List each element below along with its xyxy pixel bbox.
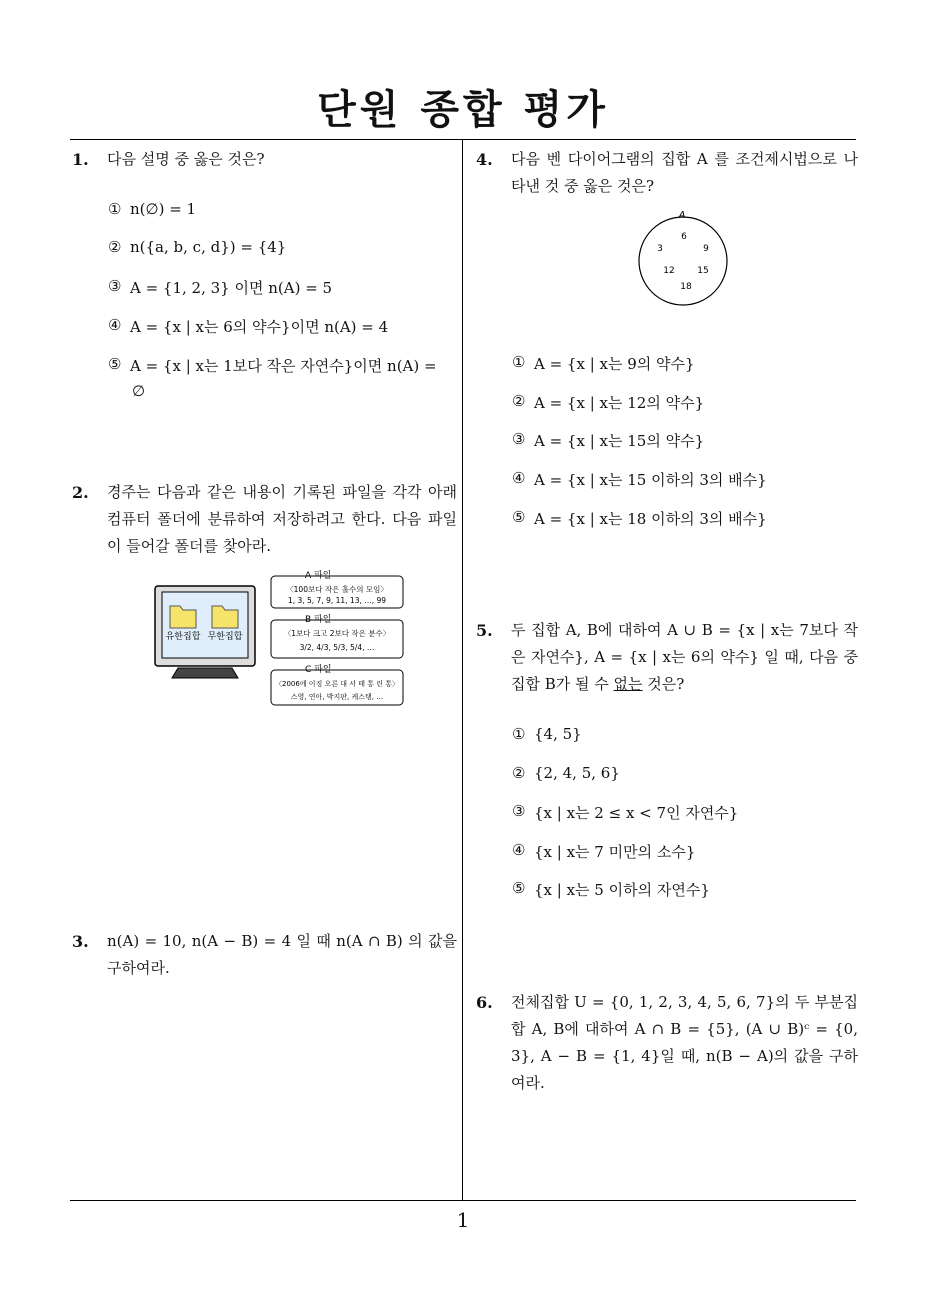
q5-option-3[interactable] bbox=[512, 802, 738, 823]
option-text: A = {x | x는 1보다 작은 자연수}이면 n(A) = bbox=[130, 357, 437, 375]
option-text: {4, 5} bbox=[534, 725, 582, 743]
question-6 bbox=[476, 989, 858, 1097]
option-mark: ④ bbox=[512, 469, 526, 487]
q1-option-3[interactable] bbox=[108, 277, 332, 298]
bottom-rule bbox=[70, 1200, 856, 1201]
file-line: 〈100보다 작은 홀수의 모임〉 bbox=[286, 585, 388, 594]
q4-option-1[interactable] bbox=[512, 353, 695, 374]
option-mark: ④ bbox=[108, 316, 122, 334]
option-mark: ① bbox=[108, 200, 122, 218]
question-number: 5. bbox=[476, 621, 493, 640]
question-number: 1. bbox=[72, 150, 89, 169]
option-text: ∅ bbox=[132, 382, 146, 400]
column-divider bbox=[462, 140, 463, 1201]
option-text: n(∅) = 1 bbox=[130, 200, 197, 218]
question-text: 경주는 다음과 같은 내용이 기록된 파일을 각각 아래 컴퓨터 폴더에 분류하여 저장하려고 한다. 다음 파일이 들어갈 폴더를 찾아라. bbox=[107, 483, 457, 555]
file-c bbox=[271, 663, 403, 705]
q5-option-2[interactable] bbox=[512, 764, 620, 782]
q1-option-2[interactable] bbox=[108, 238, 286, 256]
folder-label-finite: 유한집합 bbox=[165, 632, 201, 642]
venn-element: 12 bbox=[663, 266, 675, 276]
question-text: 다음 벤 다이어그램의 집합 A 를 조건제시법으로 나타낸 것 중 옳은 것은? bbox=[511, 150, 858, 195]
question-number: 6. bbox=[476, 993, 493, 1012]
q5-option-1[interactable] bbox=[512, 725, 582, 743]
option-text: A = {1, 2, 3} 이면 n(A) = 5 bbox=[130, 279, 333, 297]
option-mark: ① bbox=[512, 353, 526, 371]
option-mark: ③ bbox=[108, 277, 122, 295]
question-text: 다음 설명 중 옳은 것은? bbox=[107, 150, 265, 168]
q1-option-4[interactable] bbox=[108, 316, 388, 337]
question-text: n(A) = 10, n(A − B) = 4 일 때 n(A ∩ B) 의 값을 구하여라. bbox=[107, 932, 457, 977]
file-line: 3/2, 4/3, 5/3, 5/4, … bbox=[299, 643, 375, 652]
option-text: A = {x | x는 15 이하의 3의 배수} bbox=[534, 471, 767, 489]
option-text: A = {x | x는 9의 약수} bbox=[534, 355, 695, 373]
option-mark: ② bbox=[108, 238, 122, 256]
question-text-part: 두 집합 A, B에 대하여 A ∪ B = {x | x는 7보다 작은 자연수}, A = {x | x는 6의 약수} 일 때, 다음 중 집합 B가 될 수 bbox=[511, 621, 858, 693]
question-number: 3. bbox=[72, 932, 89, 951]
file-title: A 파일 bbox=[305, 571, 332, 581]
option-mark: ③ bbox=[512, 802, 526, 820]
option-text: {x | x는 5 이하의 자연수} bbox=[534, 881, 710, 899]
page-number: 1 bbox=[456, 1208, 470, 1232]
venn-element: 6 bbox=[681, 232, 687, 242]
question-text-part: 것은? bbox=[642, 675, 685, 693]
option-mark: ⑤ bbox=[108, 355, 122, 373]
file-line: 1, 3, 5, 7, 9, 11, 13, …, 99 bbox=[287, 596, 387, 605]
q5-option-5[interactable] bbox=[512, 879, 710, 900]
q4-option-5[interactable] bbox=[512, 508, 767, 529]
option-text: n({a, b, c, d}) = {4} bbox=[130, 238, 287, 256]
emphasis-underline: 없는 bbox=[613, 675, 643, 693]
venn-element: 18 bbox=[680, 282, 692, 292]
file-line: 스영, 연아, 박지판, 케스탱, … bbox=[290, 693, 384, 701]
option-mark: ③ bbox=[512, 430, 526, 448]
question-1 bbox=[72, 146, 457, 173]
question-text bbox=[511, 617, 858, 698]
option-text: A = {x | x는 12의 약수} bbox=[534, 394, 705, 412]
question-text: 전체집합 U = {0, 1, 2, 3, 4, 5, 6, 7}의 두 부분집합 A, B에 대하여 A ∩ B = {5}, (A ∪ B)ᶜ = {0, 3}, A − B = {1, 4}일 때, n(B − A)의 값을 구하여라. bbox=[511, 993, 858, 1092]
option-text: {x | x는 2 ≤ x < 7인 자연수} bbox=[534, 804, 739, 822]
file-title: C 파일 bbox=[305, 665, 332, 675]
question-3 bbox=[72, 928, 457, 982]
q4-option-4[interactable] bbox=[512, 469, 767, 490]
question-2 bbox=[72, 479, 457, 560]
set-label: A bbox=[678, 210, 686, 221]
option-mark: ⑤ bbox=[512, 508, 526, 526]
q1-option-1[interactable] bbox=[108, 200, 196, 218]
file-a bbox=[271, 570, 403, 608]
q5-option-4[interactable] bbox=[512, 841, 695, 862]
q1-option-5[interactable] bbox=[108, 355, 437, 376]
option-mark: ⑤ bbox=[512, 879, 526, 897]
file-line: 〈2006에 이징 오른 대 서 태 통 린 통〉 bbox=[275, 680, 399, 688]
option-mark: ① bbox=[512, 725, 526, 743]
file-title: B 파일 bbox=[305, 615, 332, 625]
computer-folder-figure bbox=[150, 570, 410, 714]
q1-option-5-continued bbox=[132, 382, 145, 400]
question-number: 4. bbox=[476, 150, 493, 169]
option-text: A = {x | x는 18 이하의 3의 배수} bbox=[534, 510, 767, 528]
option-text: A = {x | x는 6의 약수}이면 n(A) = 4 bbox=[130, 318, 389, 336]
folder-label-infinite: 무한집합 bbox=[207, 632, 243, 642]
page-title: 단원 종합 평가 bbox=[317, 87, 609, 133]
question-4 bbox=[476, 146, 858, 200]
option-text: A = {x | x는 15의 약수} bbox=[534, 432, 705, 450]
option-text: {2, 4, 5, 6} bbox=[534, 764, 620, 782]
venn-element: 15 bbox=[697, 266, 709, 276]
question-number: 2. bbox=[72, 483, 89, 502]
question-5 bbox=[476, 617, 858, 698]
venn-diagram bbox=[634, 205, 734, 314]
file-line: 〈1보다 크고 2보다 작은 분수〉 bbox=[283, 629, 391, 638]
venn-element: 3 bbox=[657, 244, 663, 254]
file-b bbox=[271, 613, 403, 658]
top-rule bbox=[70, 139, 856, 140]
venn-element: 9 bbox=[703, 244, 709, 254]
option-mark: ② bbox=[512, 764, 526, 782]
option-text: {x | x는 7 미만의 소수} bbox=[534, 843, 696, 861]
option-mark: ② bbox=[512, 392, 526, 410]
q4-option-2[interactable] bbox=[512, 392, 704, 413]
q4-option-3[interactable] bbox=[512, 430, 704, 451]
option-mark: ④ bbox=[512, 841, 526, 859]
